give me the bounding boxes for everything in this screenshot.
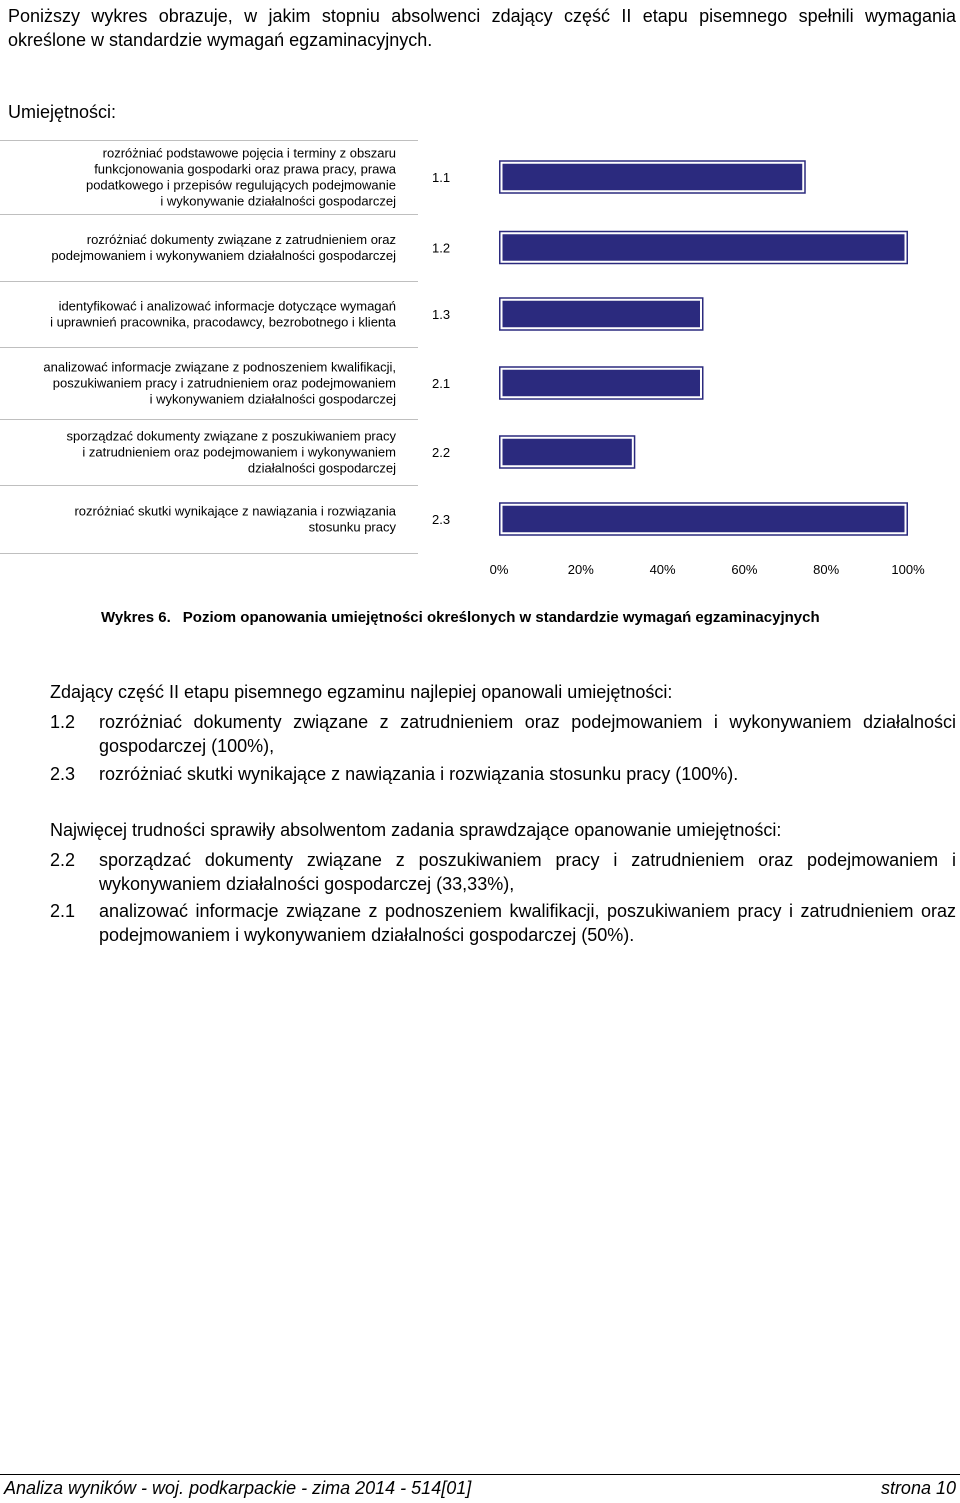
x-tick-label: 60% xyxy=(731,562,758,577)
x-tick-label: 100% xyxy=(891,562,925,577)
category-description-line: funkcjonowania gospodarki oraz prawa pracy, prawa xyxy=(94,161,396,177)
best-skill-item xyxy=(50,710,956,758)
skill-number: 2.2 xyxy=(50,850,76,870)
bar-fill xyxy=(503,506,905,533)
category-description-line: i wykonywaniem działalności gospodarczej xyxy=(149,391,396,407)
bar-fill xyxy=(503,234,905,261)
category-description-line: sporządzać dokumenty związane z poszukiwaniem pracy xyxy=(66,428,396,444)
category-label: 1.2 xyxy=(432,240,451,256)
worst-skill-item xyxy=(50,848,956,896)
category-description-line: rozróżniać skutki wynikające z nawiązania i rozwiązania xyxy=(74,503,396,519)
category-label: 2.1 xyxy=(432,376,451,391)
intro-paragraph: Poniższy wykres obrazuje, w jakim stopniu absolwenci zdający część II etapu pisemnego spełnili wymagania określone w standardzie wymagań egzaminacyjnych. xyxy=(8,6,956,50)
category-description-line: poszukiwaniem pracy i zatrudnieniem oraz podejmowaniem xyxy=(52,375,396,391)
x-tick-label: 80% xyxy=(813,562,840,577)
chart-caption xyxy=(101,609,820,626)
category-label: 1.1 xyxy=(432,170,451,185)
worst-skills-heading: Najwięcej trudności sprawiły absolwentom zadania sprawdzające opanowanie umiejętności: xyxy=(50,820,782,840)
bar-fill xyxy=(503,301,701,328)
chart-caption-text: Poziom opanowania umiejętności określonych w standardzie wymagań egzaminacyjnych xyxy=(182,609,820,626)
category-description-line: i wykonywanie działalności gospodarczej xyxy=(160,193,396,209)
footer-page-number: strona 10 xyxy=(880,1478,956,1498)
category-description-line: identyfikować i analizować informacje dotyczące wymagań xyxy=(58,298,396,314)
category-description-line: i uprawnień pracownika, pracodawcy, bezrobotnego i klienta xyxy=(50,314,396,330)
footer-report-title: Analiza wyników - woj. podkarpackie - zima 2014 - 514[01] xyxy=(4,1478,472,1498)
bar-fill xyxy=(503,164,803,191)
best-skill-item xyxy=(50,762,956,786)
category-description-line: rozróżniać podstawowe pojęcia i terminy z obszaru xyxy=(102,145,396,161)
chart-caption-label: Wykres 6. xyxy=(101,609,171,626)
skill-text: analizować informacje związane z podnoszeniem kwalifikacji, poszukiwaniem pracy i zatrudnieniem oraz podejmowaniem i wykonywaniem działalności gospodarczej (50%). xyxy=(99,901,956,945)
category-description-line: analizować informacje związane z podnoszeniem kwalifikacji, xyxy=(43,359,396,375)
category-description-line: rozróżniać dokumenty związane z zatrudnieniem oraz xyxy=(86,232,396,247)
skills-heading: Umiejętności: xyxy=(8,102,117,122)
x-tick-label: 40% xyxy=(649,562,676,577)
worst-skill-item xyxy=(50,899,956,947)
skill-number: 1.2 xyxy=(50,712,76,732)
category-description-line: podatkowego i przepisów regulujących podejmowanie xyxy=(85,177,396,193)
skill-text: sporządzać dokumenty związane z poszukiwaniem pracy i zatrudnieniem oraz podejmowaniem i wykonywaniem działalności gospodarczej (33,33%), xyxy=(99,850,956,894)
footer-divider xyxy=(0,1474,960,1475)
skill-number: 2.1 xyxy=(50,901,76,921)
skill-text: rozróżniać dokumenty związane z zatrudnieniem oraz podejmowaniem i wykonywaniem działalności gospodarczej (100%), xyxy=(99,712,956,756)
category-label: 2.3 xyxy=(432,512,451,527)
skill-text: rozróżniać skutki wynikające z nawiązania i rozwiązania stosunku pracy (100%). xyxy=(99,764,739,784)
category-description-line: stosunku pracy xyxy=(308,519,396,535)
category-description-line: i zatrudnieniem oraz podejmowaniem i wykonywaniem xyxy=(82,444,396,460)
x-tick-label: 20% xyxy=(567,562,594,577)
bar-fill xyxy=(503,439,632,466)
category-description-line: działalności gospodarczej xyxy=(247,460,396,476)
x-tick-label: 0% xyxy=(489,562,509,577)
best-skills-heading: Zdający część II etapu pisemnego egzaminu najlepiej opanowali umiejętności: xyxy=(50,682,673,702)
skills-bar-chart xyxy=(0,140,960,580)
category-label: 2.2 xyxy=(432,445,451,460)
skill-number: 2.3 xyxy=(50,764,76,784)
category-label: 1.3 xyxy=(432,307,451,322)
bar-fill xyxy=(503,370,701,397)
category-description-line: podejmowaniem i wykonywaniem działalności gospodarczej xyxy=(51,248,396,263)
